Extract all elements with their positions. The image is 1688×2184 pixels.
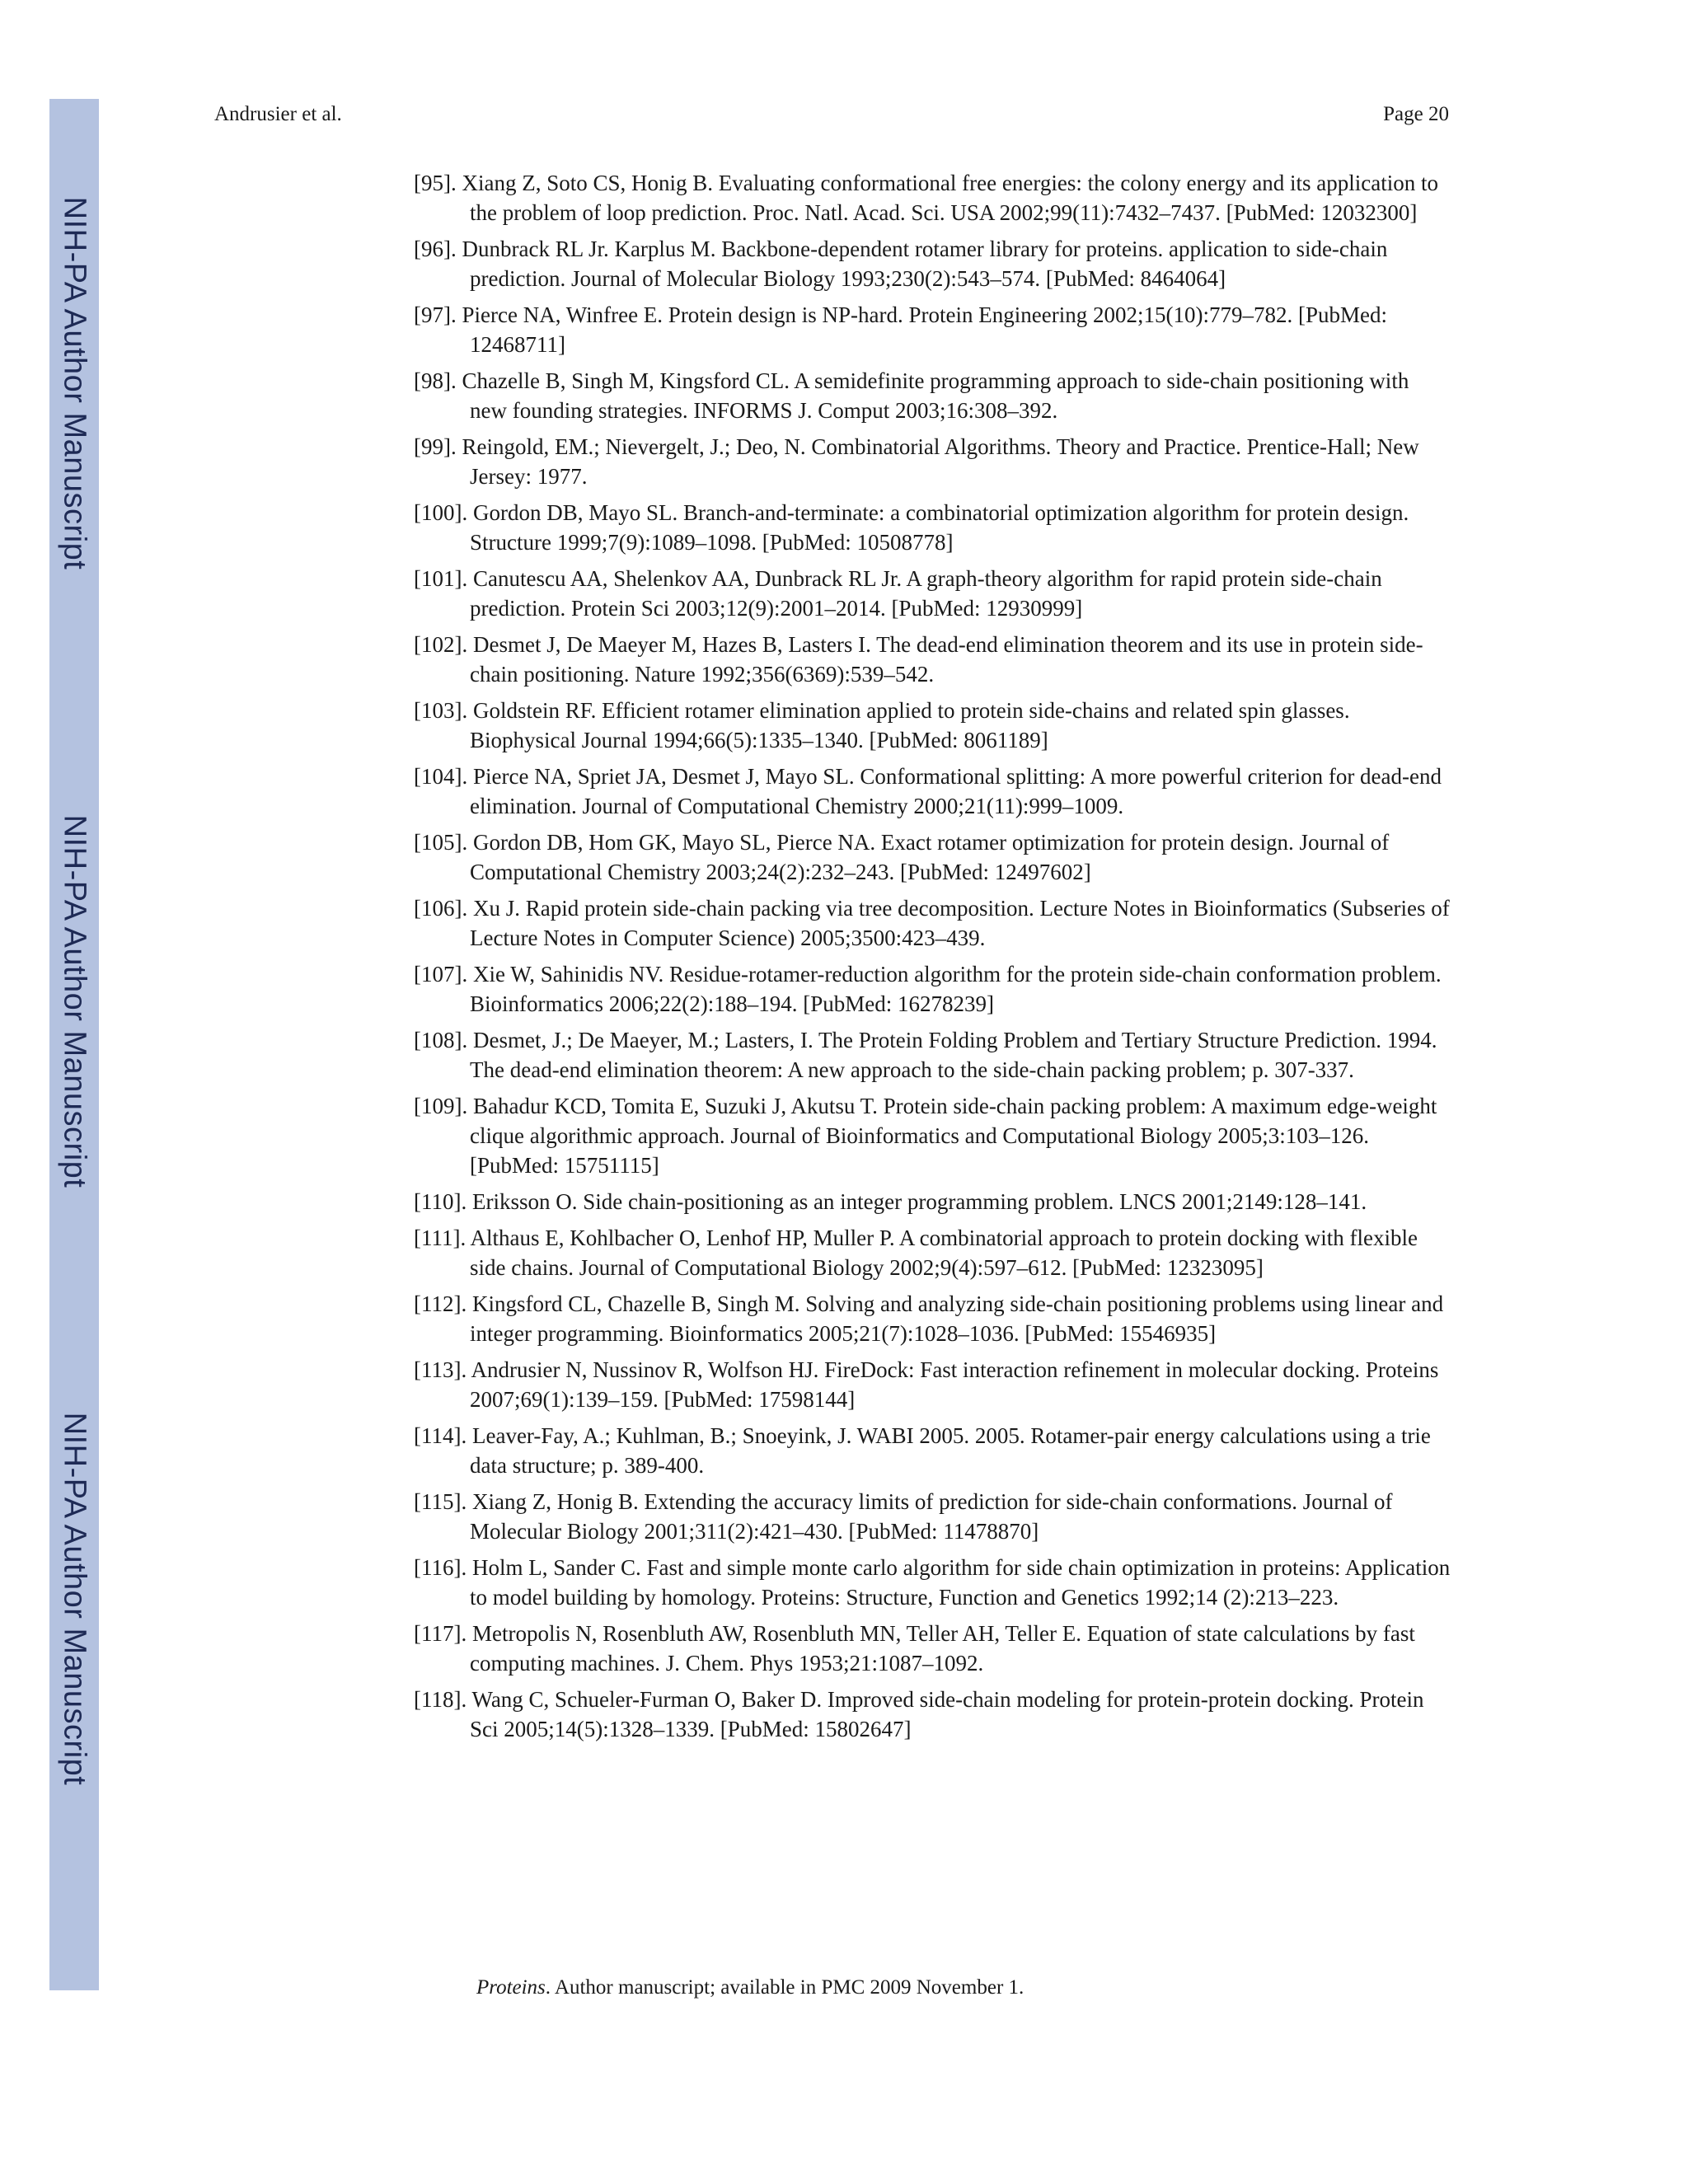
reference-list (414, 168, 1451, 1750)
page-number: Page 20 (1383, 103, 1449, 125)
running-head-authors: Andrusier et al. (214, 103, 342, 125)
reference-item: [108]. Desmet, J.; De Maeyer, M.; Lasters, I. The Protein Folding Problem and Tertiary Structure Prediction. 1994. The dead-end elimination theorem: A new approach to the side-chain packing problem; p. 307-337. (414, 1028, 1437, 1082)
reference-item: [104]. Pierce NA, Spriet JA, Desmet J, Mayo SL. Conformational splitting: A more powerful criterion for dead-end elimination. Journal of Computational Chemistry 2000;21(11):999–1009. (414, 764, 1442, 818)
side-banner: NIH-PA Author Manuscript NIH-PA Author Manuscript NIH-PA Author Manuscript (49, 99, 99, 1990)
reference-item: [115]. Xiang Z, Honig B. Extending the accuracy limits of prediction for side-chain conformations. Journal of Molecular Biology 2001;311(2):421–430. [PubMed: 11478870] (414, 1489, 1393, 1544)
reference-item: [102]. Desmet J, De Maeyer M, Hazes B, Lasters I. The dead-end elimination theorem and its use in protein side-chain positioning. Nature 1992;356(6369):539–542. (414, 632, 1423, 687)
reference-item: [118]. Wang C, Schueler-Furman O, Baker D. Improved side-chain modeling for protein-protein docking. Protein Sci 2005;14(5):1328–1339. [PubMed: 15802647] (414, 1687, 1424, 1741)
reference-item: [105]. Gordon DB, Hom GK, Mayo SL, Pierce NA. Exact rotamer optimization for protein design. Journal of Computational Chemistry 2003;24(2):232–243. [PubMed: 12497602] (414, 830, 1390, 884)
page-footer (476, 1976, 1024, 1999)
reference-item: [116]. Holm L, Sander C. Fast and simple monte carlo algorithm for side chain optimization in proteins: Application to model building by homology. Proteins: Structure, Function and Genetics 1992;14 (2):213–223. (414, 1555, 1451, 1610)
reference-item: [110]. Eriksson O. Side chain-positioning as an integer programming problem. LNCS 2001;2149:128–141. (414, 1189, 1367, 1214)
reference-item: [114]. Leaver-Fay, A.; Kuhlman, B.; Snoeyink, J. WABI 2005. 2005. Rotamer-pair energy calculations using a trie data structure; p. 389-400. (414, 1423, 1431, 1478)
reference-item: [100]. Gordon DB, Mayo SL. Branch-and-terminate: a combinatorial optimization algorithm for protein design. Structure 1999;7(9):1089–1098. [PubMed: 10508778] (414, 500, 1409, 555)
reference-item: [99]. Reingold, EM.; Nievergelt, J.; Deo, N. Combinatorial Algorithms. Theory and Practice. Prentice-Hall; New Jersey: 1977. (414, 434, 1419, 489)
reference-item: [101]. Canutescu AA, Shelenkov AA, Dunbrack RL Jr. A graph-theory algorithm for rapid protein side-chain prediction. Protein Sci 2003;12(9):2001–2014. [PubMed: 12930999] (414, 566, 1382, 621)
reference-item: [109]. Bahadur KCD, Tomita E, Suzuki J, Akutsu T. Protein side-chain packing problem: A maximum edge-weight clique algorithmic approach. Journal of Bioinformatics and Computational Biology 2005;3:103–126. [PubMed: 15751115] (414, 1094, 1437, 1178)
reference-item: [112]. Kingsford CL, Chazelle B, Singh M. Solving and analyzing side-chain positioning problems using linear and integer programming. Bioinformatics 2005;21(7):1028–1036. [PubMed: 15546935] (414, 1291, 1444, 1346)
reference-item: [113]. Andrusier N, Nussinov R, Wolfson HJ. FireDock: Fast interaction refinement in molecular docking. Proteins 2007;69(1):139–159. [PubMed: 17598144] (414, 1357, 1439, 1412)
reference-item: [98]. Chazelle B, Singh M, Kingsford CL. A semidefinite programming approach to side-chain positioning with new founding strategies. INFORMS J. Comput 2003;16:308–392. (414, 368, 1409, 423)
reference-item: [106]. Xu J. Rapid protein side-chain packing via tree decomposition. Lecture Notes in Bioinformatics (Subseries of Lecture Notes in Computer Science) 2005;3500:423–439. (414, 896, 1450, 950)
reference-item: [97]. Pierce NA, Winfree E. Protein design is NP-hard. Protein Engineering 2002;15(10):779–782. [PubMed: 12468711] (414, 302, 1387, 357)
footer-journal-name: Proteins (476, 1976, 546, 1999)
footer-availability: . Author manuscript; available in PMC 2009 November 1. (545, 1976, 1025, 1999)
reference-item: [117]. Metropolis N, Rosenbluth AW, Rosenbluth MN, Teller AH, Teller E. Equation of state calculations by fast computing machines. J. Chem. Phys 1953;21:1087–1092. (414, 1621, 1415, 1675)
reference-item: [103]. Goldstein RF. Efficient rotamer elimination applied to protein side-chains and related spin glasses. Biophysical Journal 1994;66(5):1335–1340. [PubMed: 8061189] (414, 698, 1350, 752)
reference-item: [111]. Althaus E, Kohlbacher O, Lenhof HP, Muller P. A combinatorial approach to protein docking with flexible side chains. Journal of Computational Biology 2002;9(4):597–612. [PubMed: 12323095] (414, 1226, 1418, 1280)
reference-item: [96]. Dunbrack RL Jr. Karplus M. Backbone-dependent rotamer library for proteins. application to side-chain prediction. Journal of Molecular Biology 1993;230(2):543–574. [PubMed: 8464064] (414, 237, 1388, 291)
reference-item: [95]. Xiang Z, Soto CS, Honig B. Evaluating conformational free energies: the colony energy and its application to the problem of loop prediction. Proc. Natl. Acad. Sci. USA 2002;99(11):7432–7437. [PubMed: 12032300] (414, 171, 1438, 225)
reference-item: [107]. Xie W, Sahinidis NV. Residue-rotamer-reduction algorithm for the protein side-chain conformation problem. Bioinformatics 2006;22(2):188–194. [PubMed: 16278239] (414, 962, 1442, 1016)
